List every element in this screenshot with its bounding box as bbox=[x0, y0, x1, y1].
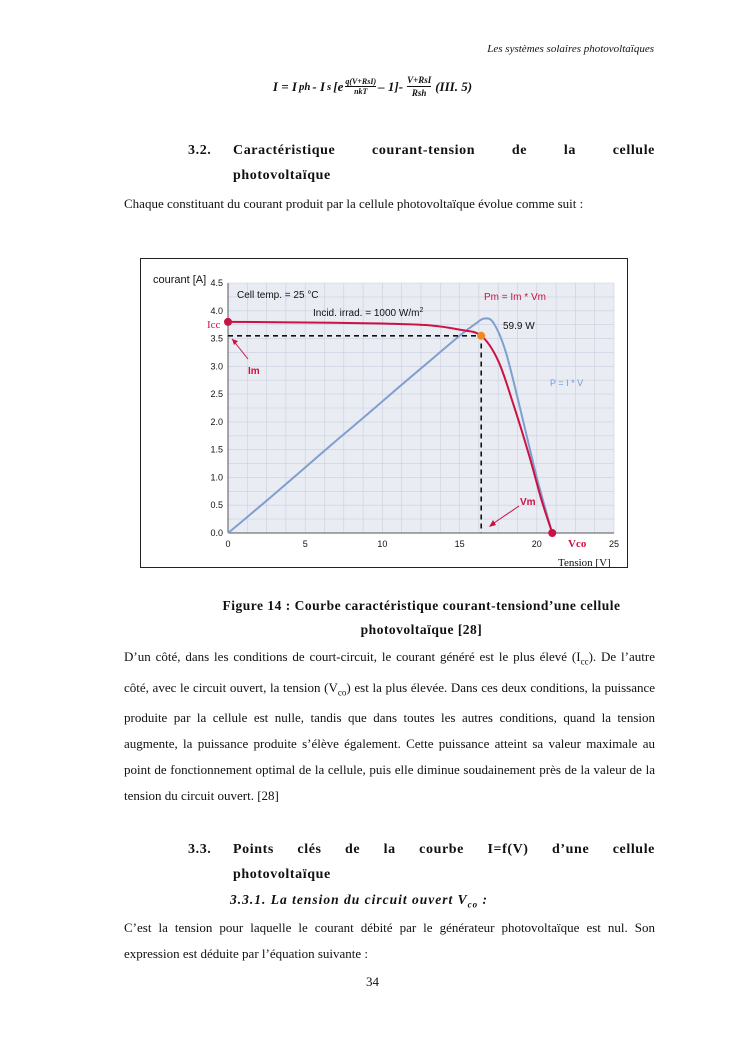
figure-caption-line1: Figure 14 : Courbe caractéristique courant-tensiond’une cellule bbox=[222, 598, 621, 613]
x-tick-label: 25 bbox=[608, 539, 620, 549]
section-number: 3.3. bbox=[188, 842, 212, 857]
intro-paragraph: Chaque constituant du courant produit par la cellule photovoltaïque évolue comme suit : bbox=[124, 196, 584, 211]
section-title-line1: Points clés de la courbe I=f(V) d’une cellule bbox=[233, 842, 655, 857]
subsec-title: 3.3.1. La tension du circuit ouvert V bbox=[230, 892, 468, 907]
running-header: Les systèmes solaires photovoltaïques bbox=[487, 43, 654, 55]
eq-frac-den: Rsh bbox=[411, 88, 427, 98]
eq-sub-s: s bbox=[327, 80, 332, 93]
section-3-3-1-heading bbox=[230, 892, 488, 910]
figure-caption-line2: photovoltaïque [28] bbox=[360, 622, 483, 637]
iv-curve-figure bbox=[140, 258, 628, 568]
page-number: 34 bbox=[366, 974, 379, 989]
y-tick-label: 2.5 bbox=[210, 389, 223, 400]
x-axis-label: Tension [V] bbox=[558, 557, 611, 567]
eq-frac-num: V+RsI bbox=[407, 75, 432, 85]
eq-bracket: [e bbox=[333, 78, 344, 94]
section-3-2-heading bbox=[188, 143, 655, 189]
x-tick-labels bbox=[225, 539, 619, 549]
eq-exponent bbox=[345, 77, 376, 96]
body-s2b: ) est la plus élevée. Dans ces deux conditions, la puissance produite par la cellule est nulle, tandis que dans toutes les autres conditions, quand la tension augmente, la puissance produite s’élève également. Cette puissance atteint sa valeur maximale au point de fonctionnement optimal de la cellule, puis elle diminue soudainement près de la valeur de la tension du circuit ouvert. [28] bbox=[124, 679, 655, 804]
y-tick-label: 1.0 bbox=[210, 472, 223, 483]
y-tick-label: 3.0 bbox=[210, 361, 223, 372]
x-tick-label: 15 bbox=[454, 539, 465, 549]
eq-lhs: I = I bbox=[272, 78, 297, 94]
eq-exp-num: q(V+RsI) bbox=[345, 77, 377, 86]
body-sub-cc: cc bbox=[580, 656, 589, 667]
x-tick-label: 5 bbox=[302, 539, 308, 549]
icc-point bbox=[224, 318, 232, 326]
body-sub-co: co bbox=[337, 687, 347, 698]
vco-point bbox=[548, 529, 556, 537]
eq-minus-is: - I bbox=[312, 78, 326, 94]
eq-fraction bbox=[407, 74, 431, 99]
figure-caption bbox=[188, 594, 655, 642]
x-tick-label: 10 bbox=[377, 539, 388, 549]
equation-iii-5 bbox=[0, 74, 745, 99]
im-label: Im bbox=[248, 366, 260, 377]
vm-label: Vm bbox=[520, 497, 536, 508]
closing-paragraph: C’est la tension pour laquelle le courant débité par le générateur photovoltaïque est nul. Son expression est déduite par l’équation suivante : bbox=[124, 920, 655, 961]
body-paragraph bbox=[124, 644, 655, 809]
y-tick-label: 4.0 bbox=[210, 305, 223, 316]
irradiance-annotation bbox=[313, 307, 423, 319]
eq-label: (III. 5) bbox=[435, 78, 473, 94]
y-tick-label: 4.5 bbox=[210, 278, 223, 288]
icc-label: Icc bbox=[207, 319, 221, 331]
subsec-tail: : bbox=[478, 892, 489, 907]
body-s1b: ). De l’autre côté, avec le circuit ouvert, la tension (V bbox=[124, 649, 655, 695]
pmax-label: 59.9 W bbox=[503, 321, 535, 332]
section-3-3-heading bbox=[188, 842, 655, 888]
section-number: 3.2. bbox=[188, 143, 212, 158]
iv-chart bbox=[141, 259, 627, 567]
section-title-line1: Caractéristique courant-tension de la cellule bbox=[233, 143, 655, 158]
y-tick-label: 3.5 bbox=[210, 333, 223, 344]
y-axis-label: courant [A] bbox=[153, 274, 207, 286]
pm-formula-label: Pm = Im * Vm bbox=[484, 292, 546, 303]
irradiance-sup: 2 bbox=[419, 307, 424, 314]
body-s1a: D’un côté, dans les conditions de court-circuit, le courant généré est le plus élevé (I bbox=[124, 649, 581, 664]
y-tick-labels bbox=[210, 278, 223, 538]
y-tick-label: 2.0 bbox=[210, 416, 223, 427]
y-tick-label: 0.5 bbox=[210, 500, 223, 511]
section-title-line2: photovoltaïque bbox=[233, 867, 331, 882]
x-tick-label: 0 bbox=[225, 539, 231, 549]
x-tick-label: 20 bbox=[531, 539, 542, 549]
grid-lines bbox=[228, 283, 614, 533]
p-formula-label: P = I * V bbox=[550, 378, 584, 388]
subsec-sub: co bbox=[467, 899, 479, 910]
eq-after-exp: – 1]- bbox=[378, 78, 404, 94]
vco-label: Vco bbox=[568, 538, 587, 550]
y-tick-label: 0.0 bbox=[210, 528, 223, 538]
section-title-line2: photovoltaïque bbox=[233, 168, 331, 183]
cell-temp-annotation: Cell temp. = 25 °C bbox=[237, 290, 319, 301]
eq-exp-den: nkT bbox=[354, 87, 368, 96]
max-power-point bbox=[477, 332, 485, 340]
irradiance-text: Incid. irrad. = 1000 W/m bbox=[313, 308, 420, 319]
eq-sub-ph: ph bbox=[298, 80, 311, 93]
y-tick-label: 1.5 bbox=[210, 444, 223, 455]
